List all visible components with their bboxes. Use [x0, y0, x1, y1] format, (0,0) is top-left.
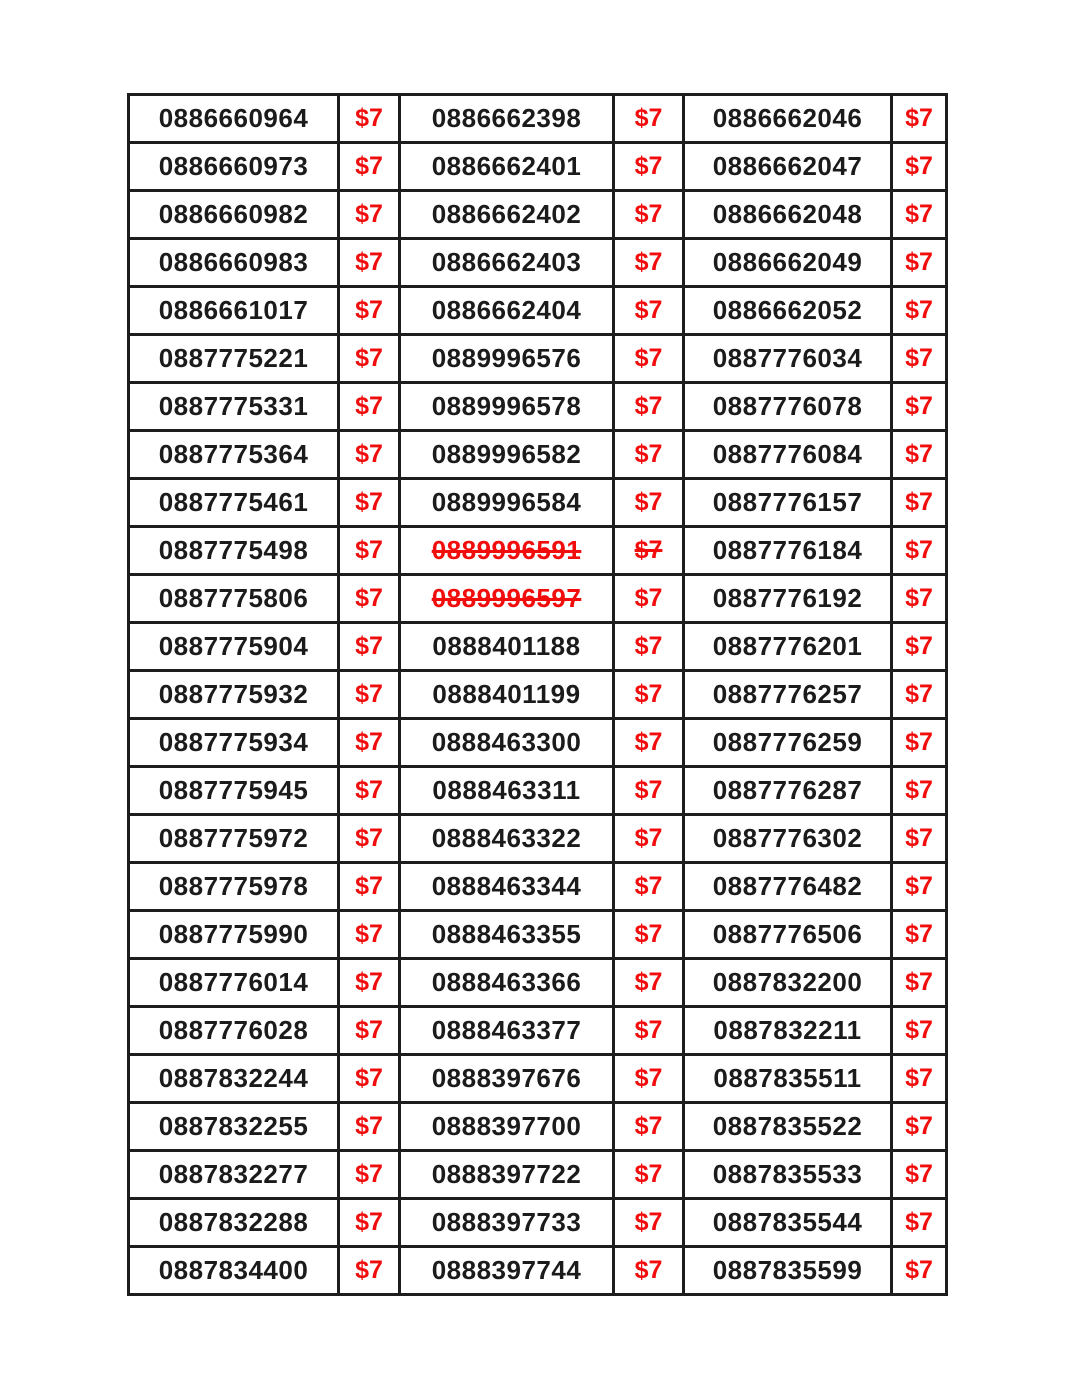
price-cell: $7 [614, 815, 684, 863]
price-cell: $7 [339, 479, 400, 527]
phone-number-cell: 0887835544 [684, 1199, 892, 1247]
phone-number-cell: 0887776157 [684, 479, 892, 527]
price-cell: $7 [892, 287, 947, 335]
price-cell: $7 [614, 623, 684, 671]
phone-number-cell: 0887835511 [684, 1055, 892, 1103]
phone-number-cell: 0888397744 [400, 1247, 614, 1295]
price-cell: $7 [892, 959, 947, 1007]
phone-number-cell: 0887832200 [684, 959, 892, 1007]
phone-number-cell: 0887776014 [129, 959, 339, 1007]
phone-number-cell: 0888397722 [400, 1151, 614, 1199]
price-cell: $7 [339, 815, 400, 863]
phone-number-cell: 0887776192 [684, 575, 892, 623]
price-cell: $7 [892, 191, 947, 239]
price-cell: $7 [339, 239, 400, 287]
price-cell: $7 [614, 1103, 684, 1151]
phone-number-cell: 0886662049 [684, 239, 892, 287]
phone-number-cell: 0887776287 [684, 767, 892, 815]
phone-number-cell: 0887776506 [684, 911, 892, 959]
price-cell: $7 [892, 95, 947, 143]
phone-number-cell: 0888401199 [400, 671, 614, 719]
phone-number-cell: 0887775978 [129, 863, 339, 911]
price-cell: $7 [614, 671, 684, 719]
price-cell: $7 [892, 1055, 947, 1103]
phone-number-cell: 0887835522 [684, 1103, 892, 1151]
table-row [129, 479, 947, 527]
phone-number-cell: 0887775221 [129, 335, 339, 383]
phone-number-cell: 0887775972 [129, 815, 339, 863]
price-cell: $7 [614, 191, 684, 239]
phone-price-table [127, 93, 948, 1296]
price-cell: $7 [614, 143, 684, 191]
price-cell: $7 [339, 1007, 400, 1055]
phone-number-cell: 0886662398 [400, 95, 614, 143]
price-cell: $7 [339, 623, 400, 671]
phone-number-cell: 0888401188 [400, 623, 614, 671]
phone-number-cell: 0887775498 [129, 527, 339, 575]
phone-number-cell: 0887776034 [684, 335, 892, 383]
phone-number-cell: 0888397733 [400, 1199, 614, 1247]
phone-number-cell: 0886662046 [684, 95, 892, 143]
price-cell: $7 [614, 287, 684, 335]
table-row [129, 959, 947, 1007]
table-row [129, 671, 947, 719]
price-cell: $7 [339, 719, 400, 767]
phone-number-cell: 0887832211 [684, 1007, 892, 1055]
price-cell: $7 [339, 383, 400, 431]
price-cell: $7 [892, 911, 947, 959]
price-cell: $7 [892, 671, 947, 719]
price-cell: $7 [339, 1151, 400, 1199]
phone-number-cell: 0887775806 [129, 575, 339, 623]
price-cell: $7 [339, 431, 400, 479]
table-row [129, 623, 947, 671]
price-cell: $7 [892, 1247, 947, 1295]
table-row [129, 1055, 947, 1103]
price-cell: $7 [339, 1103, 400, 1151]
price-cell: $7 [339, 575, 400, 623]
phone-number-cell: 0886662048 [684, 191, 892, 239]
price-cell: $7 [892, 239, 947, 287]
phone-number-cell: 0887775331 [129, 383, 339, 431]
table-row [129, 911, 947, 959]
phone-number-cell: 0887832244 [129, 1055, 339, 1103]
phone-number-cell: 0887775934 [129, 719, 339, 767]
price-cell: $7 [614, 863, 684, 911]
price-cell: $7 [614, 719, 684, 767]
price-cell: $7 [614, 383, 684, 431]
price-cell: $7 [892, 1103, 947, 1151]
price-cell: $7 [614, 1199, 684, 1247]
phone-number-cell: 0887775932 [129, 671, 339, 719]
phone-number-cell: 0886661017 [129, 287, 339, 335]
phone-number-cell: 0887835533 [684, 1151, 892, 1199]
phone-number-cell: 0888463300 [400, 719, 614, 767]
table-row [129, 815, 947, 863]
price-cell: $7 [339, 191, 400, 239]
phone-number-cell: 0887832255 [129, 1103, 339, 1151]
phone-number-cell: 0887776302 [684, 815, 892, 863]
table-row [129, 287, 947, 335]
table-row [129, 191, 947, 239]
price-cell: $7 [614, 911, 684, 959]
price-cell: $7 [892, 719, 947, 767]
phone-number-cell: 0888463311 [400, 767, 614, 815]
phone-number-cell: 0886662403 [400, 239, 614, 287]
phone-number-cell: 0889996591 [400, 527, 614, 575]
phone-number-cell: 0889996576 [400, 335, 614, 383]
price-cell: $7 [614, 1055, 684, 1103]
price-cell: $7 [339, 1247, 400, 1295]
phone-number-cell: 0887775904 [129, 623, 339, 671]
phone-number-cell: 0887835599 [684, 1247, 892, 1295]
phone-number-cell: 0888397700 [400, 1103, 614, 1151]
price-cell: $7 [339, 671, 400, 719]
price-cell: $7 [614, 767, 684, 815]
table-row [129, 239, 947, 287]
phone-number-cell: 0889996578 [400, 383, 614, 431]
price-cell: $7 [339, 863, 400, 911]
phone-number-cell: 0886662047 [684, 143, 892, 191]
price-cell: $7 [892, 479, 947, 527]
phone-number-cell: 0887775990 [129, 911, 339, 959]
phone-number-cell: 0886662052 [684, 287, 892, 335]
table-row [129, 1007, 947, 1055]
phone-number-cell: 0887776259 [684, 719, 892, 767]
price-cell: $7 [339, 767, 400, 815]
table-row [129, 383, 947, 431]
price-cell: $7 [339, 95, 400, 143]
price-cell: $7 [892, 143, 947, 191]
price-cell: $7 [339, 527, 400, 575]
price-cell: $7 [614, 1247, 684, 1295]
price-cell: $7 [614, 575, 684, 623]
price-cell: $7 [892, 431, 947, 479]
table-row [129, 431, 947, 479]
table-row [129, 1151, 947, 1199]
price-cell: $7 [614, 95, 684, 143]
phone-number-cell: 0888463366 [400, 959, 614, 1007]
phone-number-cell: 0888463377 [400, 1007, 614, 1055]
price-cell: $7 [892, 1199, 947, 1247]
price-cell: $7 [614, 1151, 684, 1199]
price-cell: $7 [892, 1007, 947, 1055]
price-cell: $7 [614, 239, 684, 287]
price-cell: $7 [339, 143, 400, 191]
phone-number-cell: 0888463322 [400, 815, 614, 863]
price-cell: $7 [614, 527, 684, 575]
table-row [129, 719, 947, 767]
price-cell: $7 [614, 959, 684, 1007]
price-cell: $7 [614, 479, 684, 527]
price-cell: $7 [614, 1007, 684, 1055]
price-cell: $7 [892, 623, 947, 671]
phone-number-cell: 0887832277 [129, 1151, 339, 1199]
phone-number-cell: 0887776201 [684, 623, 892, 671]
phone-number-cell: 0889996597 [400, 575, 614, 623]
price-cell: $7 [892, 815, 947, 863]
phone-number-cell: 0888397676 [400, 1055, 614, 1103]
price-cell: $7 [892, 863, 947, 911]
table-row [129, 863, 947, 911]
table-row [129, 1103, 947, 1151]
phone-number-cell: 0887775461 [129, 479, 339, 527]
price-cell: $7 [339, 335, 400, 383]
phone-number-cell: 0886660973 [129, 143, 339, 191]
phone-number-cell: 0887832288 [129, 1199, 339, 1247]
table-row [129, 527, 947, 575]
price-cell: $7 [892, 767, 947, 815]
table-row [129, 95, 947, 143]
price-cell: $7 [339, 1055, 400, 1103]
price-cell: $7 [339, 287, 400, 335]
price-cell: $7 [892, 1151, 947, 1199]
phone-number-cell: 0887834400 [129, 1247, 339, 1295]
price-cell: $7 [892, 335, 947, 383]
phone-number-cell: 0887776084 [684, 431, 892, 479]
price-cell: $7 [614, 431, 684, 479]
table-row [129, 767, 947, 815]
table-row [129, 143, 947, 191]
price-cell: $7 [339, 1199, 400, 1247]
phone-number-cell: 0887776482 [684, 863, 892, 911]
phone-number-cell: 0886662401 [400, 143, 614, 191]
price-cell: $7 [892, 527, 947, 575]
phone-number-cell: 0886660964 [129, 95, 339, 143]
table-row [129, 575, 947, 623]
price-cell: $7 [892, 383, 947, 431]
phone-number-cell: 0886660982 [129, 191, 339, 239]
table-row [129, 1247, 947, 1295]
price-cell: $7 [339, 911, 400, 959]
phone-number-cell: 0887776078 [684, 383, 892, 431]
price-cell: $7 [339, 959, 400, 1007]
phone-number-cell: 0886662402 [400, 191, 614, 239]
phone-number-cell: 0889996584 [400, 479, 614, 527]
phone-number-cell: 0889996582 [400, 431, 614, 479]
phone-number-cell: 0888463344 [400, 863, 614, 911]
phone-number-cell: 0886662404 [400, 287, 614, 335]
phone-number-cell: 0888463355 [400, 911, 614, 959]
table-row [129, 335, 947, 383]
phone-number-cell: 0887776257 [684, 671, 892, 719]
phone-number-cell: 0887776184 [684, 527, 892, 575]
phone-number-cell: 0887776028 [129, 1007, 339, 1055]
price-cell: $7 [892, 575, 947, 623]
table-row [129, 1199, 947, 1247]
price-cell: $7 [614, 335, 684, 383]
table-body [129, 95, 947, 1295]
phone-number-cell: 0887775364 [129, 431, 339, 479]
phone-number-cell: 0886660983 [129, 239, 339, 287]
phone-number-cell: 0887775945 [129, 767, 339, 815]
